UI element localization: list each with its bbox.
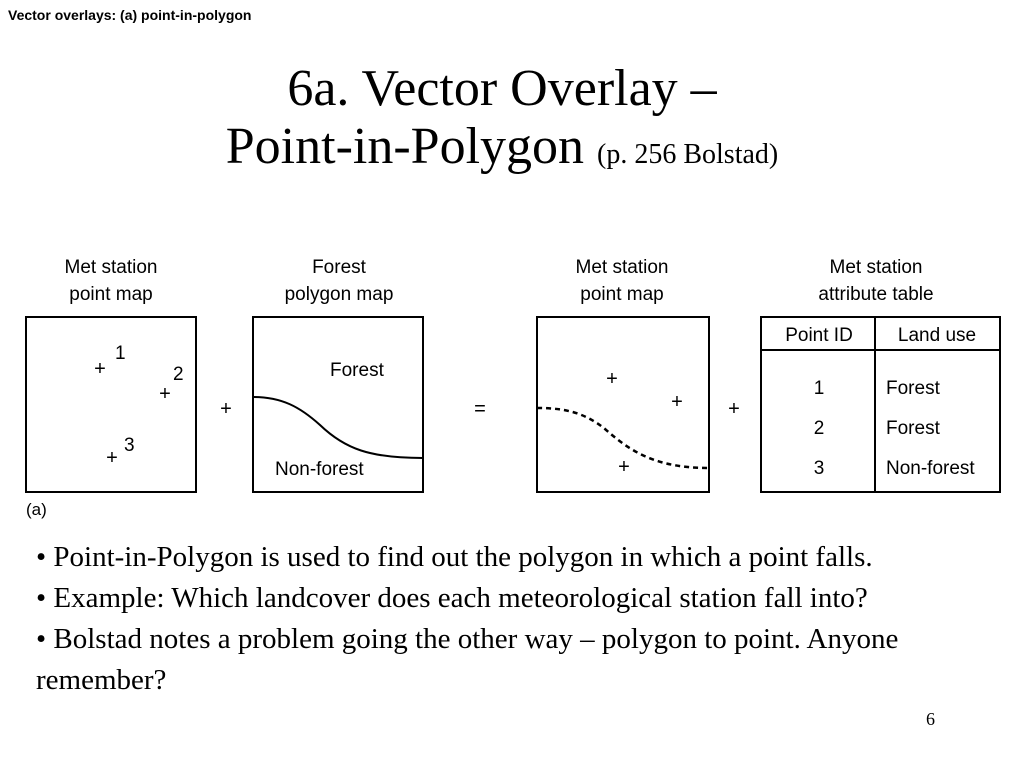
title-main: Point-in-Polygon [225, 118, 585, 175]
table-header-land-use: Land use [897, 325, 977, 346]
forest-region-label: Forest [330, 360, 384, 381]
table-cell-land-use: Forest [886, 418, 940, 439]
operator-plus-1: + [220, 398, 232, 420]
panel1-caption-line1: Met station [64, 257, 158, 278]
bullet-item: • Example: Which landcover does each meteorological station fall into? [36, 582, 868, 614]
title-source: (p. 256 Bolstad) [597, 139, 779, 170]
station-3-marker: + [106, 447, 118, 469]
overlay-figure [0, 245, 1024, 525]
table-cell-id: 1 [813, 378, 825, 399]
slide-header-label: Vector overlays: (a) point-in-polygon [8, 7, 252, 23]
operator-plus-2: + [728, 398, 740, 420]
slide-title [0, 60, 1004, 184]
table-cell-land-use: Non-forest [886, 458, 975, 479]
figure-part-label: (a) [26, 500, 47, 519]
forest-boundary-line [253, 397, 423, 458]
operator-equals: = [474, 398, 486, 420]
station-1-label: 1 [115, 343, 126, 364]
page-number: 6 [926, 709, 935, 729]
table-caption-line1: Met station [829, 257, 923, 278]
panel1-caption-line2: point map [69, 284, 153, 305]
table-header-point-id: Point ID [785, 325, 853, 346]
overlaid-station-1-marker: + [606, 368, 618, 390]
table-cell-id: 3 [813, 458, 825, 479]
panel2-caption-line2: polygon map [284, 284, 394, 305]
panel2-caption-line1: Forest [312, 257, 366, 278]
overlaid-station-2-marker: + [671, 391, 683, 413]
bullet-item: • Point-in-Polygon is used to find out the polygon in which a point falls. [36, 541, 873, 573]
station-1-marker: + [94, 358, 106, 380]
table-caption-line2: attribute table [818, 284, 934, 305]
overlay-diagram [0, 245, 1024, 525]
panel3-caption-line1: Met station [575, 257, 669, 278]
overlaid-station-3-marker: + [618, 456, 630, 478]
title-line-1: 6a. Vector Overlay – [287, 60, 717, 117]
table-cell-id: 2 [813, 418, 825, 439]
station-2-label: 2 [173, 364, 184, 385]
table-cell-land-use: Forest [886, 378, 940, 399]
title-line-2 [0, 118, 1004, 184]
bullet-item: • Bolstad notes a problem going the other way – polygon to point. Anyone remember? [36, 623, 899, 696]
station-3-label: 3 [124, 435, 135, 456]
nonforest-region-label: Non-forest [275, 459, 364, 480]
panel3-caption-line2: point map [580, 284, 664, 305]
station-2-marker: + [159, 383, 171, 405]
bullet-list [36, 537, 1021, 701]
